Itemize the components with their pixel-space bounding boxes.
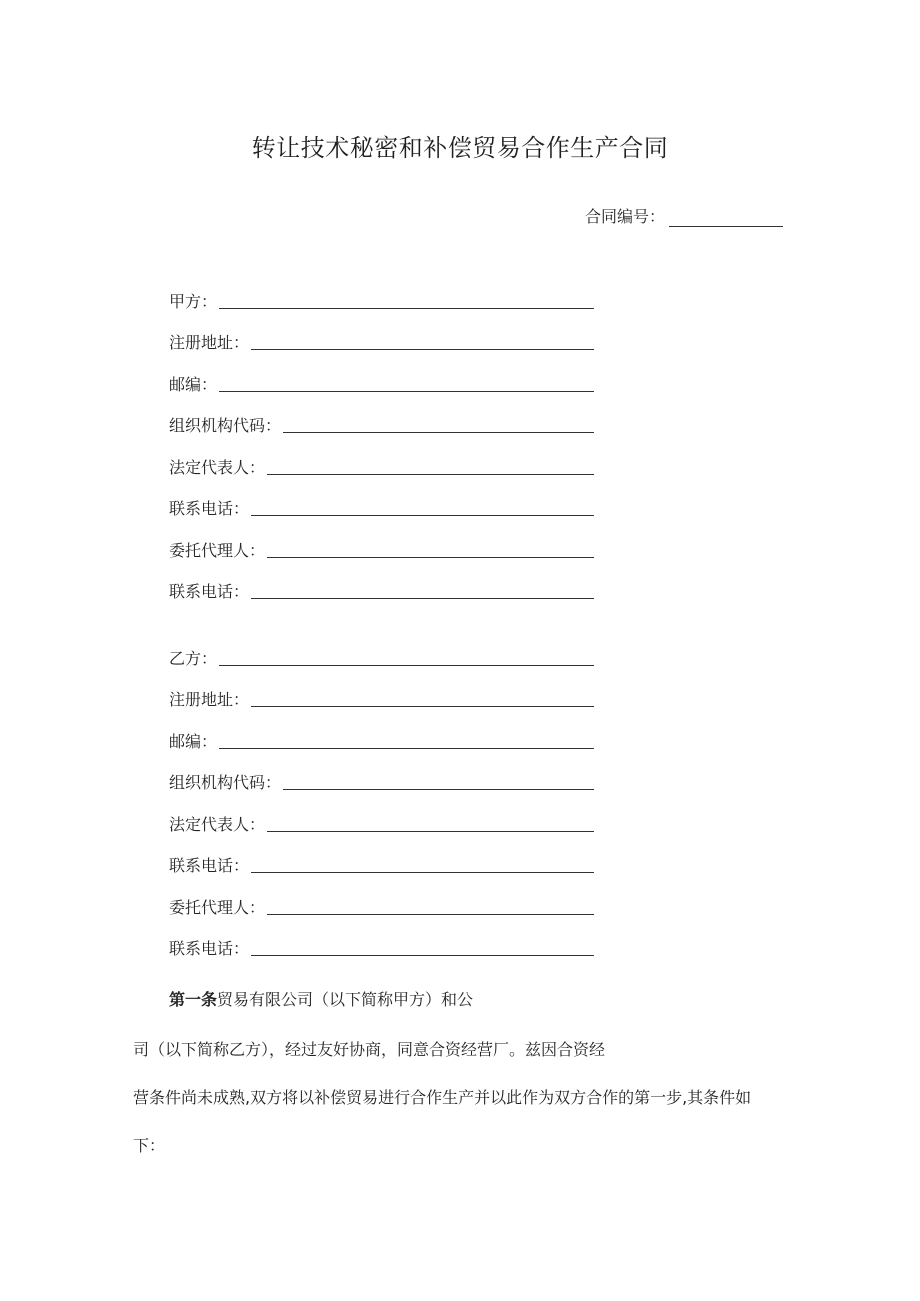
field-blank-line[interactable] xyxy=(219,747,594,749)
party-a-section xyxy=(169,270,594,602)
party-b-field xyxy=(169,627,594,669)
document-title: 转让技术秘密和补偿贸易合作生产合同 xyxy=(251,134,669,162)
party-a-field xyxy=(169,436,594,478)
field-blank-line[interactable] xyxy=(251,597,594,599)
field-label: 委托代理人： xyxy=(169,540,266,560)
field-blank-line[interactable] xyxy=(267,556,594,558)
party-b-field xyxy=(169,669,594,711)
field-label: 乙方： xyxy=(169,648,218,668)
party-a-field xyxy=(169,353,594,395)
article-1-text-1: 贸易有限公司（以下简称甲方）和公 xyxy=(217,990,474,1009)
field-blank-line[interactable] xyxy=(251,954,594,956)
party-a-field xyxy=(169,561,594,603)
field-blank-line[interactable] xyxy=(219,307,594,309)
party-b-field xyxy=(169,918,594,960)
contract-number-label: 合同编号： xyxy=(585,207,666,226)
field-label: 联系电话： xyxy=(169,856,250,875)
field-label: 注册地址： xyxy=(169,333,250,352)
field-blank-line[interactable] xyxy=(251,514,594,516)
article-1-line-2: 司（以下简称乙方），经过友好协商，同意合资经营厂。兹因合资经 xyxy=(133,1040,606,1059)
party-a-field xyxy=(169,478,594,520)
party-b-field xyxy=(169,710,594,752)
party-b-field xyxy=(169,876,594,918)
field-label: 注册地址： xyxy=(169,690,250,709)
field-blank-line[interactable] xyxy=(283,788,594,790)
field-blank-line[interactable] xyxy=(283,431,594,433)
field-blank-line[interactable] xyxy=(267,473,594,475)
field-blank-line[interactable] xyxy=(267,830,594,832)
party-b-field xyxy=(169,835,594,877)
contract-number-blank[interactable] xyxy=(669,212,783,227)
field-label: 甲方： xyxy=(169,291,218,311)
field-label: 联系电话： xyxy=(169,499,250,518)
field-blank-line[interactable] xyxy=(219,390,594,392)
article-1-heading: 第一条 xyxy=(169,990,218,1009)
party-b-field xyxy=(169,793,594,835)
field-blank-line[interactable] xyxy=(251,871,594,873)
field-label: 法定代表人： xyxy=(169,457,266,477)
party-a-field xyxy=(169,519,594,561)
party-a-field xyxy=(169,395,594,437)
field-label: 委托代理人： xyxy=(169,897,266,917)
field-blank-line[interactable] xyxy=(251,348,594,350)
field-label: 联系电话： xyxy=(169,939,250,958)
party-a-field xyxy=(169,270,594,312)
field-label: 邮编： xyxy=(169,374,218,394)
party-b-field xyxy=(169,752,594,794)
article-1-line-3: 营条件尚未成熟,双方将以补偿贸易进行合作生产并以此作为双方合作的第一步,其条件如 xyxy=(133,1088,752,1107)
field-label: 组织机构代码： xyxy=(169,773,282,792)
field-label: 邮编： xyxy=(169,731,218,751)
field-label: 组织机构代码： xyxy=(169,416,282,435)
field-blank-line[interactable] xyxy=(267,913,594,915)
field-blank-line[interactable] xyxy=(251,705,594,707)
party-b-section xyxy=(169,627,594,959)
article-1-line-4: 下： xyxy=(133,1136,166,1155)
field-blank-line[interactable] xyxy=(219,664,594,666)
party-a-field xyxy=(169,312,594,354)
field-label: 法定代表人： xyxy=(169,814,266,834)
contract-number xyxy=(585,204,783,227)
field-label: 联系电话： xyxy=(169,582,250,601)
article-1-line-1 xyxy=(169,990,473,1010)
